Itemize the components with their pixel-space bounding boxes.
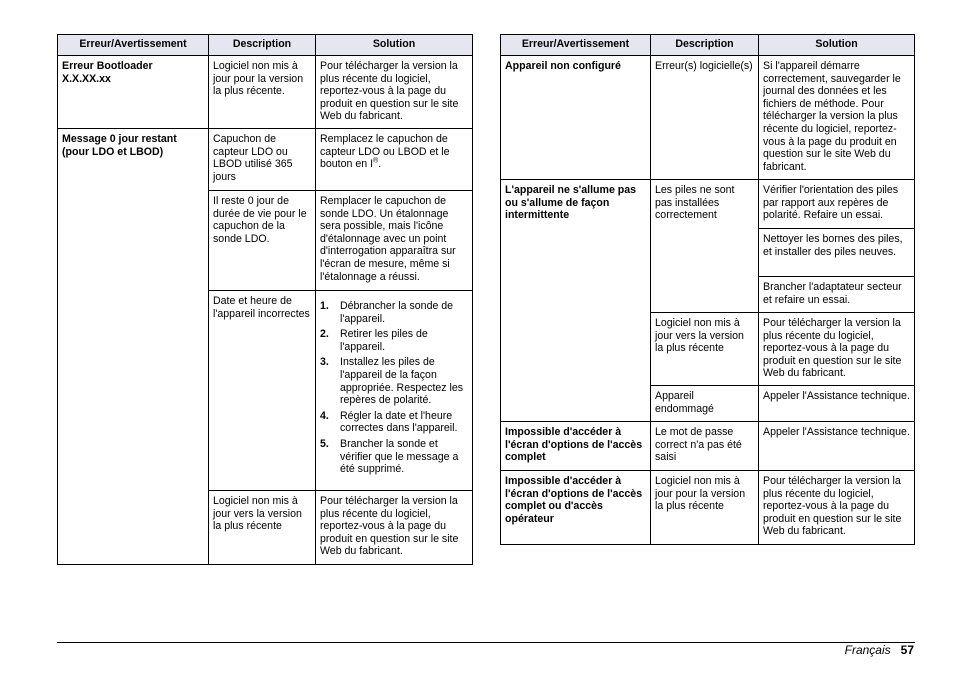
description-cell: Erreur(s) logicielle(s) [651, 56, 759, 180]
registered-mark: ® [373, 157, 379, 165]
description-cell: Logiciel non mis à jour pour la version la plus récente [651, 471, 759, 545]
description-cell: Le mot de passe correct n'a pas été saisi [651, 422, 759, 471]
description-cell: Capuchon de capteur LDO ou LBOD utilisé 365 jours [209, 129, 316, 191]
table-row [501, 180, 915, 229]
description-cell: Appareil endommagé [651, 386, 759, 422]
steps-list [320, 300, 468, 476]
right-error-table [500, 34, 915, 545]
solution-cell: Pour télécharger la version la plus récente du logiciel, reportez-vous à la page du produit en question sur le site Web du fabricant. [759, 471, 915, 545]
step-item: 5. Brancher la sonde et vérifier que le message a été supprimé. [320, 437, 459, 476]
header-solution: Solution [759, 35, 915, 56]
header-description: Description [209, 35, 316, 56]
solution-cell: Appeler l'Assistance technique. [759, 422, 915, 471]
solution-cell: Nettoyer les bornes des piles, et installer des piles neuves. [759, 229, 915, 277]
header-error: Erreur/Avertissement [501, 35, 651, 56]
table-row [501, 422, 915, 471]
header-error: Erreur/Avertissement [58, 35, 209, 56]
footer-divider [57, 642, 915, 643]
description-cell: Logiciel non mis à jour vers la version la plus récente [209, 491, 316, 565]
description-cell: Logiciel non mis à jour pour la version la plus récente. [209, 56, 316, 129]
solution-cell: Vérifier l'orientation des piles par rapport aux repères de polarité. Refaire un essai. [759, 180, 915, 229]
description-cell: Logiciel non mis à jour vers la version la plus récente [651, 313, 759, 386]
step-item: 1. Débrancher la sonde de l'appareil. [320, 300, 454, 325]
header-description: Description [651, 35, 759, 56]
table-row [501, 56, 915, 180]
solution-cell: Remplacer le capuchon de sonde LDO. Un étalonnage sera possible, mais l'icône d'étalonnage avec un point d'interrogation apparaîtra sur l'écran de mesure, même si l'étalonnage a réussi. [316, 191, 473, 291]
solution-cell [316, 291, 473, 491]
error-cell: Message 0 jour restant (pour LDO et LBOD) [58, 129, 209, 565]
solution-cell: Pour télécharger la version la plus récente du logiciel, reportez-vous à la page du produit en question sur le site Web du fabricant. [759, 313, 915, 386]
error-cell: Impossible d'accéder à l'écran d'options de l'accès complet [501, 422, 651, 471]
header-row [501, 35, 915, 56]
solution-cell: Pour télécharger la version la plus récente du logiciel, reportez-vous à la page du produit en question sur le site Web du fabricant. [316, 491, 473, 565]
step-item: 4. Régler la date et l'heure correctes dans l'appareil. [320, 409, 458, 435]
solution-cell: Pour télécharger la version la plus récente du logiciel, reportez-vous à la page du produit en question sur le site Web du fabricant. [316, 56, 473, 129]
error-cell: L'appareil ne s'allume pas ou s'allume de façon intermittente [501, 180, 651, 422]
header-solution: Solution [316, 35, 473, 56]
step-item: 3. Installez les piles de l'appareil de la façon appropriée. Respectez les repères de polarité. [320, 356, 464, 407]
solution-cell: Brancher l'adaptateur secteur et refaire un essai. [759, 277, 915, 313]
header-row [58, 35, 473, 56]
description-cell: Date et heure de l'appareil incorrectes [209, 291, 316, 491]
footer-language: Français [844, 643, 891, 657]
page-footer [845, 643, 914, 657]
table-row [58, 129, 473, 191]
solution-cell: Si l'appareil démarre correctement, sauvegarder le journal des données et les fichiers de méthode. Pour télécharger la version la plus récente du logiciel, reportez-vous à la page du produit en question sur le site Web du fabricant. [759, 56, 915, 180]
description-cell: Il reste 0 jour de durée de vie pour le capuchon de la sonde LDO. [209, 191, 316, 291]
error-cell: Impossible d'accéder à l'écran d'options de l'accès complet ou d'accès opérateur [501, 471, 651, 545]
page-number: 57 [900, 643, 914, 657]
solution-end: . [378, 158, 382, 171]
table-row [501, 471, 915, 545]
table-row [58, 56, 473, 129]
error-cell: Erreur Bootloader X.X.XX.xx [58, 56, 209, 129]
left-error-table [57, 34, 473, 565]
solution-cell [316, 129, 473, 191]
solution-cell: Appeler l'Assistance technique. [759, 386, 915, 422]
error-cell: Appareil non configuré [501, 56, 651, 180]
solution-text: Remplacez le capuchon de capteur LDO ou LBOD et le bouton en I [320, 133, 450, 171]
step-item: 2. Retirer les piles de l'appareil. [320, 328, 428, 353]
description-cell: Les piles ne sont pas installées correctement [651, 180, 759, 313]
